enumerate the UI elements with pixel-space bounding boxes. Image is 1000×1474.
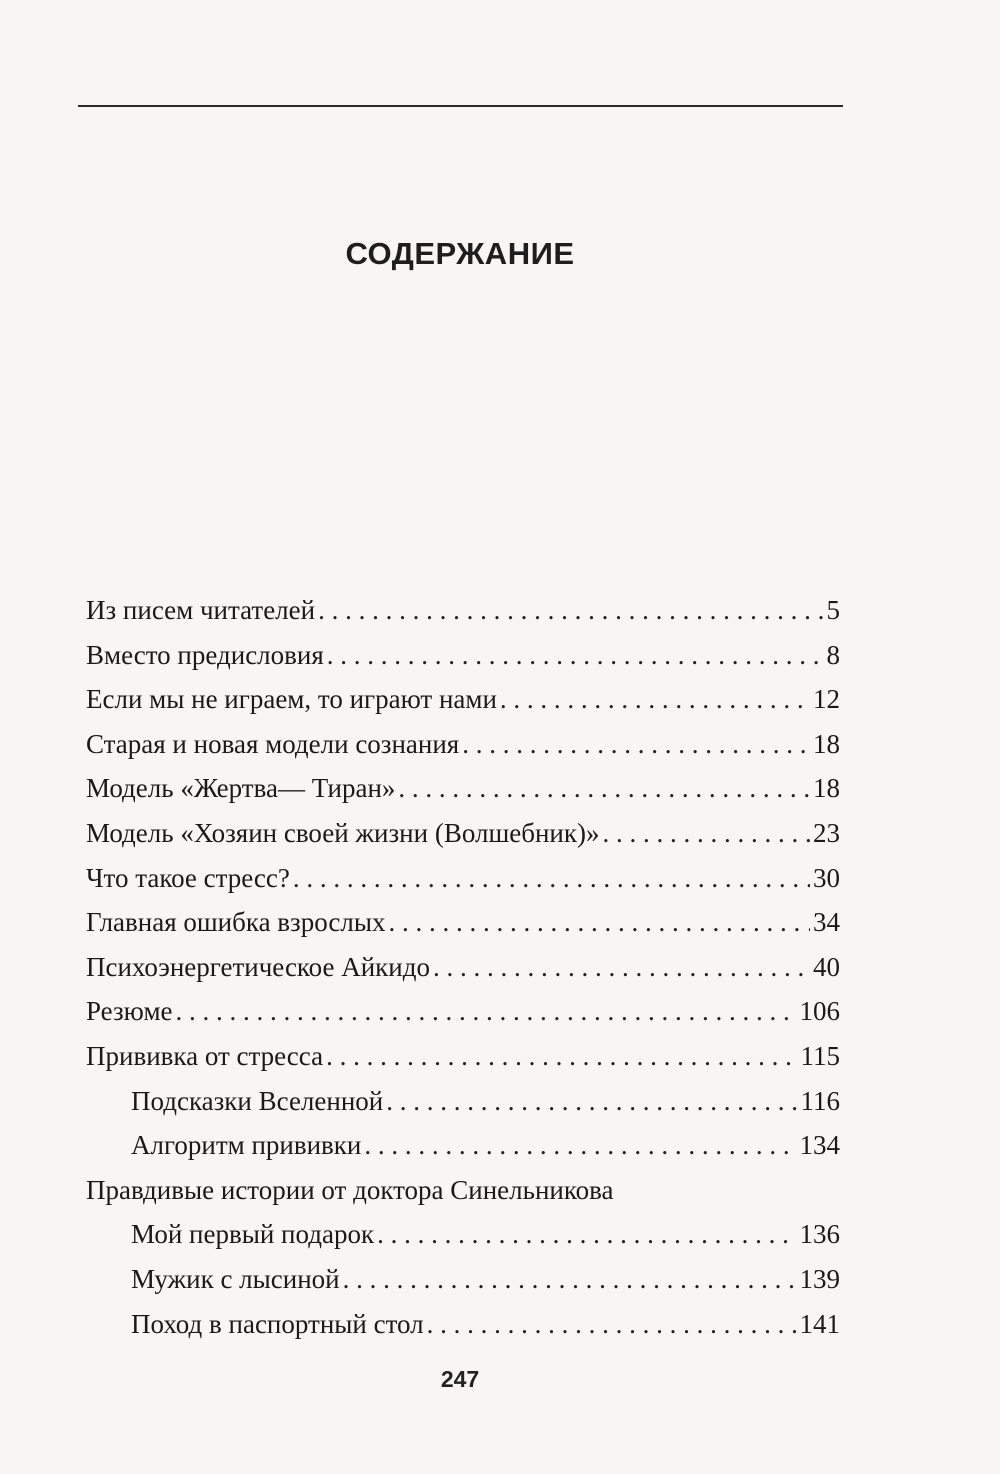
toc-entry[interactable] [86,722,840,767]
toc-entry[interactable] [86,900,840,945]
toc-entry-title: Поход в паспортный стол [131,1308,424,1339]
toc-subentry[interactable] [86,1212,840,1257]
toc-entry-page: 136 [799,1219,840,1250]
dot-leader [176,989,797,1034]
toc-entry-page: 134 [799,1130,840,1161]
toc-entry-title: Модель «Хозяин своей жизни (Волшебник)» [86,817,600,848]
toc-entry[interactable] [86,588,840,633]
toc-entry-title: Вместо предисловия [86,639,324,670]
toc-entry-page: 8 [826,639,840,670]
toc-entry-page: 106 [799,996,840,1027]
dot-leader [500,677,810,722]
toc-entry-title: Модель «Жертва— Тиран» [86,773,396,804]
top-rule [78,105,843,107]
toc-entry-page: 116 [800,1085,840,1116]
dot-leader [377,1212,796,1257]
dot-leader [327,633,824,678]
table-of-contents [86,588,840,1346]
toc-entry-page: 12 [813,684,840,715]
toc-entry-title: Прививка от стресса [86,1040,324,1071]
dot-leader [386,1079,797,1124]
toc-subentry[interactable] [86,1257,840,1302]
toc-entry-title: Из писем читателей [86,595,316,625]
dot-leader [427,1302,797,1347]
dot-leader [602,811,810,856]
toc-entry[interactable] [86,1034,840,1079]
toc-entry-title: Что такое стресс? [86,862,290,893]
toc-entry-page: 18 [813,773,840,804]
toc-subentry[interactable] [86,1123,840,1168]
toc-entry-page: 139 [799,1263,840,1294]
toc-entry[interactable] [86,811,840,856]
toc-entry[interactable] [86,677,840,722]
toc-entry-page: 5 [826,595,840,625]
toc-entry-page: 40 [813,951,840,982]
dot-leader [462,722,810,767]
dot-leader [389,900,811,945]
dot-leader [318,588,823,633]
toc-entry-title: Если мы не играем, то играют нами [86,684,497,715]
toc-entry-title: Резюме [86,996,173,1027]
toc-entry-title: Психоэнергетическое Айкидо [86,951,430,982]
toc-entry-title: Старая и новая модели сознания [86,728,460,759]
page-title: СОДЕРЖАНИЕ [345,236,575,271]
dot-leader [398,766,810,811]
toc-entry-title: Мужик с лысиной [131,1263,340,1294]
toc-entry-page: 18 [813,728,840,759]
toc-entry-page: 23 [813,817,840,848]
toc-section-heading[interactable] [86,1168,840,1213]
toc-entry-title: Главная ошибка взрослых [86,907,386,938]
dot-leader [343,1257,797,1302]
toc-subentry[interactable] [86,1079,840,1124]
toc-entry[interactable] [86,633,840,678]
toc-entry[interactable] [86,989,840,1034]
toc-entry[interactable] [86,856,840,901]
dot-leader [293,856,810,901]
toc-entry-title: Подсказки Вселенной [131,1085,384,1116]
toc-entry-page: 141 [799,1308,840,1339]
dot-leader [433,945,810,990]
dot-leader [364,1123,796,1168]
toc-entry-title: Мой первый подарок [131,1219,375,1250]
toc-entry[interactable] [86,945,840,990]
toc-entry-page: 30 [813,862,840,893]
toc-entry-page: 34 [813,907,840,938]
toc-entry-title: Правдивые истории от доктора Синельникова [86,1174,614,1205]
toc-subentry[interactable] [86,1302,840,1347]
toc-entry-page: 115 [800,1040,840,1071]
toc-entry-title: Алгоритм прививки [131,1130,362,1161]
dot-leader [326,1034,797,1079]
toc-entry[interactable] [86,766,840,811]
page-number: 247 [440,1366,480,1392]
